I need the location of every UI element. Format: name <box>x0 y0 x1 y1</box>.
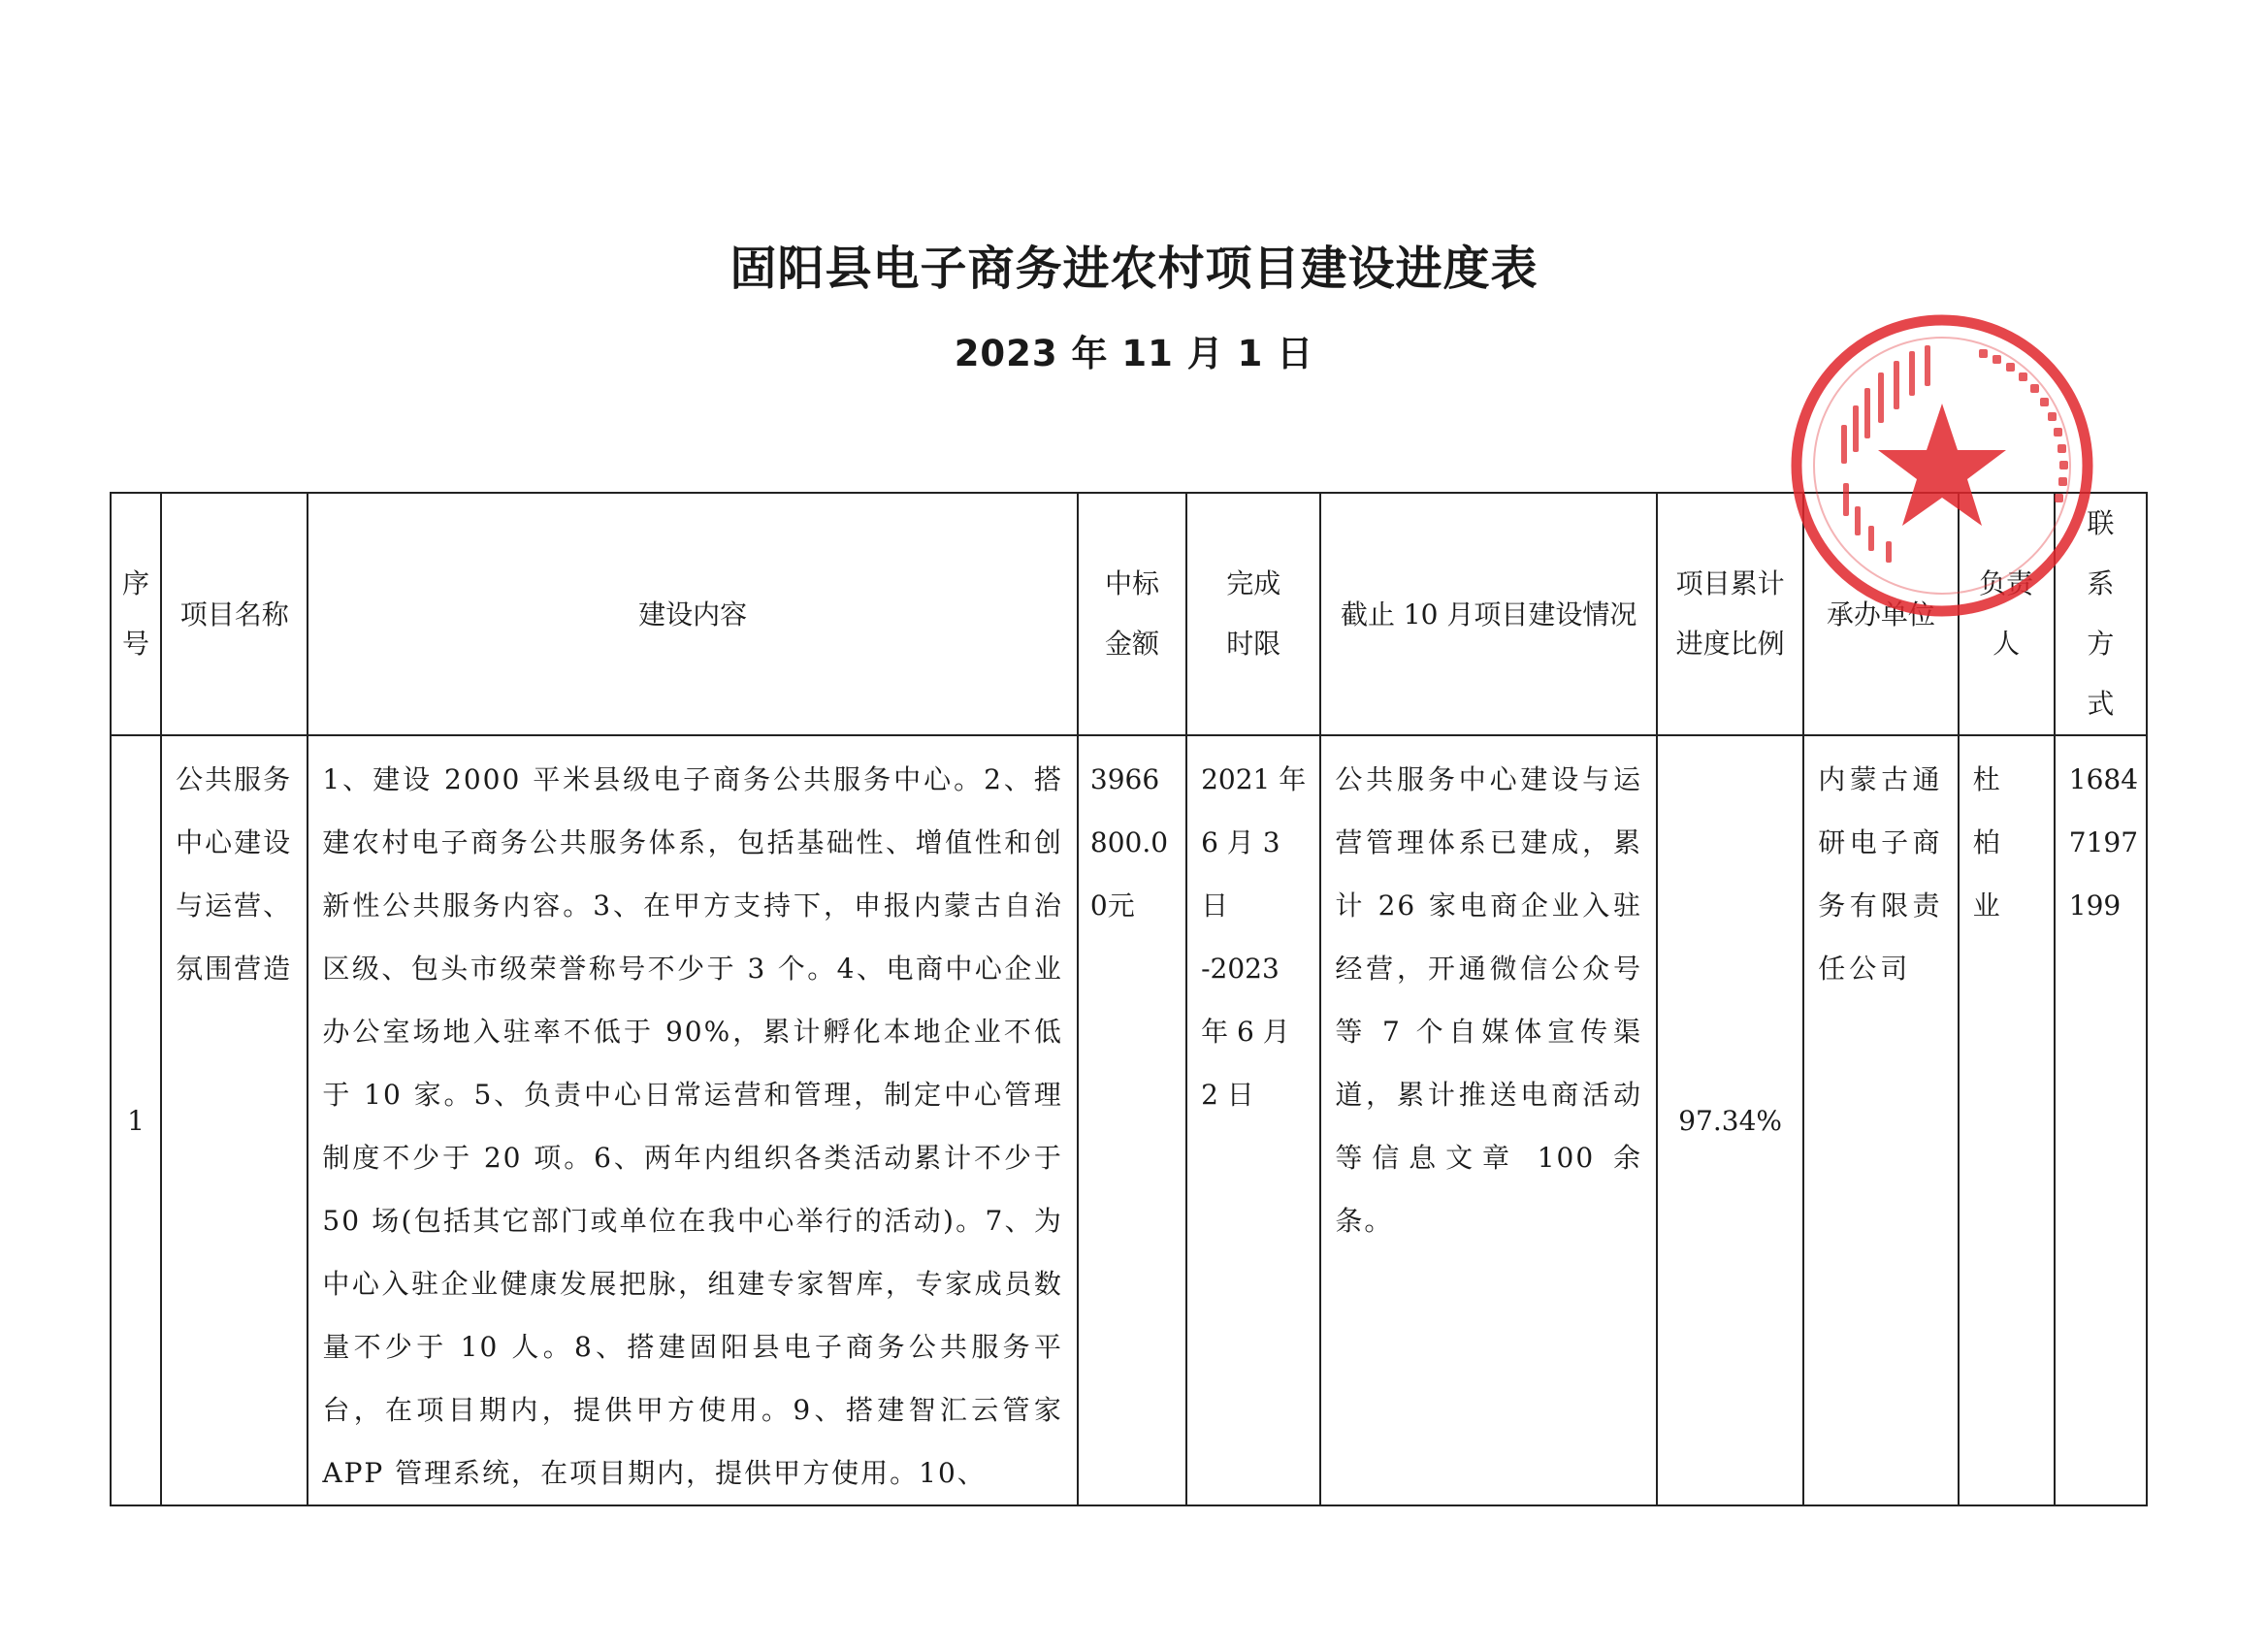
header-status: 截止 10 月项目建设情况 <box>1320 493 1657 735</box>
row-progress: 97.34% <box>1657 735 1803 1505</box>
row-project-name: 公共服务中心建设与运营、氛围营造 <box>161 735 308 1505</box>
table-header-row <box>111 493 2147 735</box>
header-project-name: 项目名称 <box>161 493 308 735</box>
header-person: 负责人 <box>1959 493 2055 735</box>
row-content: 1、建设 2000 平米县级电子商务公共服务中心。2、搭建农村电子商务公共服务体系，包括基础性、增值性和创新性公共服务内容。3、在甲方支持下，申报内蒙古自治区级、包头市级荣誉称号不少于 3 个。4、电商中心企业办公室场地入驻率不低于 90%，累计孵化本地企业不低于 10 家。5、负责中心日常运营和管理，制定中心管理制度不少于 20 项。6、两年内组织各类活动累计不少于 50 场(包括其它部门或单位在我中心举行的活动)。7、为中心入驻企业健康发展把脉，组建专家智库，专家成员数量不少于 10 人。8、搭建固阳县电子商务公共服务平台，在项目期内，提供甲方使用。9、搭建智汇云管家 APP 管理系统，在项目期内，提供甲方使用。10、 <box>308 735 1078 1505</box>
row-contact: 16847197199 <box>2055 735 2147 1505</box>
table-row <box>111 735 2147 1505</box>
document-title: 固阳县电子商务进农村项目建设进度表 <box>729 242 1539 296</box>
row-contractor: 内蒙古通研电子商务有限责任公司 <box>1803 735 1958 1505</box>
row-person: 杜柏业 <box>1959 735 2055 1505</box>
header-progress: 项目累计进度比例 <box>1657 493 1803 735</box>
header-contractor: 承办单位 <box>1803 493 1958 735</box>
header-deadline: 完成时限 <box>1186 493 1320 735</box>
header-content: 建设内容 <box>308 493 1078 735</box>
row-bid-amount: 3966800.00元 <box>1078 735 1186 1505</box>
header-index: 序号 <box>111 493 161 735</box>
row-status: 公共服务中心建设与运营管理体系已建成，累计 26 家电商企业入驻经营，开通微信公众号等 7 个自媒体宣传渠道，累计推送电商活动等信息文章 100 余条。 <box>1320 735 1657 1505</box>
document-date: 2023 年 11 月 1 日 <box>954 333 1314 374</box>
header-contact: 联系方式 <box>2055 493 2147 735</box>
row-deadline: 2021 年 6 月 3 日 -2023 年 6 月 2 日 <box>1186 735 1320 1505</box>
header-bid-amount: 中标金额 <box>1078 493 1186 735</box>
progress-table <box>110 492 2148 1506</box>
row-index: 1 <box>111 735 161 1505</box>
